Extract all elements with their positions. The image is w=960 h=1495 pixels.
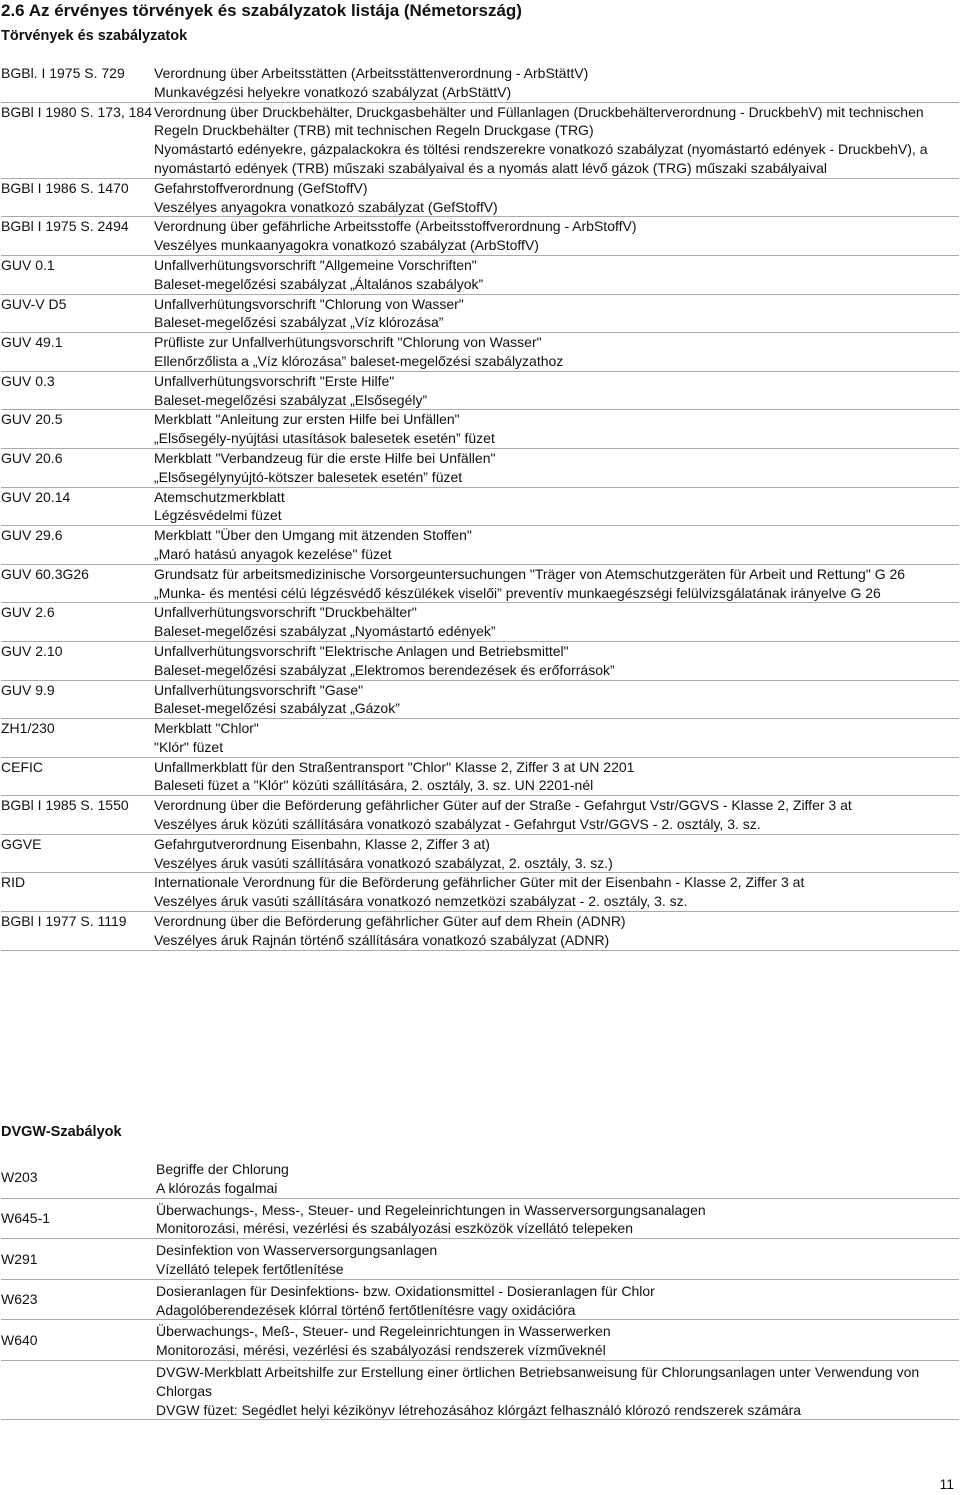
- regulation-code: RID: [1, 874, 26, 891]
- original-title: Merkblatt "Verbandzeug für die erste Hilfe bei Unfällen": [154, 449, 496, 466]
- table-row: [1, 256, 959, 295]
- regulation-description: [156, 1158, 959, 1198]
- table-row: [1, 1320, 959, 1361]
- translated-title: Nyomástartó edényekre, gázpalackokra és töltési rendszerekre vonatkozó szabályzat (nyomástartó edények - DruckbehV), a nyomástartó edények (TRB) műszaki szabályaival és a nyomás alatt lévő gázok (TRG) műszaki szabályaival: [154, 141, 928, 176]
- regulation-description: [154, 488, 959, 526]
- regulation-description: [154, 912, 959, 950]
- table-row: [1, 873, 959, 912]
- regulation-description: [154, 295, 959, 333]
- table-row: [1, 681, 959, 720]
- translated-title: Veszélyes munkaanyagokra vonatkozó szabályzat (ArbStoffV): [154, 237, 539, 254]
- regulation-description: [154, 603, 959, 641]
- translated-title: Veszélyes anyagokra vonatkozó szabályzat (GefStoffV): [154, 198, 498, 215]
- translated-title: Veszélyes áruk vasúti szállítására vonatkozó nemzetközi szabályzat - 2. osztály, 3. sz.: [154, 893, 688, 910]
- translated-title: Baleset-megelőzési szabályzat „Elsősegély”: [154, 391, 428, 408]
- regulation-code: GUV 20.5: [1, 411, 63, 428]
- original-title: Dosieranlagen für Desinfektions- bzw. Oxidationsmittel - Dosieranlagen für Chlor: [156, 1282, 655, 1299]
- regulation-code: W640: [1, 1331, 38, 1348]
- regulation-description: [156, 1361, 959, 1419]
- regulation-description: [154, 64, 959, 102]
- original-title: Internationale Verordnung für die Beförderung gefährlicher Güter mit der Eisenbahn - Klasse 2, Ziffer 3 at: [154, 874, 805, 891]
- regulation-code: W203: [1, 1169, 38, 1186]
- original-title: Verordnung über Arbeitsstätten (Arbeitsstättenverordnung - ArbStättV): [154, 65, 589, 81]
- regulation-description: [154, 758, 959, 796]
- translated-title: „Elsősegély-nyújtási utasítások balesetek esetén” füzet: [154, 430, 495, 447]
- original-title: Merkblatt "Chlor": [154, 720, 259, 737]
- dvgw-heading: DVGW-Szabályok: [1, 1124, 122, 1140]
- regulation-code: GUV 2.6: [1, 604, 55, 621]
- regulation-code: GUV 2.10: [1, 642, 63, 659]
- original-title: Verordnung über die Beförderung gefährlicher Güter auf dem Rhein (ADNR): [154, 913, 626, 930]
- table-row: [1, 103, 959, 179]
- translated-title: „Munka- és mentési célú légzésvédő készülékek viselői” preventív munkaegészségi felülvizsgálatának irányelve G 26: [154, 584, 881, 601]
- translated-title: „Elsősegélynyújtó-kötszer balesetek esetén” füzet: [154, 468, 463, 485]
- table-row: [1, 526, 959, 565]
- regulation-code: GUV 20.6: [1, 449, 63, 466]
- regulation-code: GUV 0.1: [1, 256, 55, 273]
- regulation-code: BGBl I 1975 S. 2494: [1, 218, 129, 235]
- regulation-code: GUV 9.9: [1, 681, 55, 698]
- regulation-description: [156, 1239, 959, 1279]
- translated-title: Légzésvédelmi füzet: [154, 507, 282, 524]
- regulation-description: [154, 565, 959, 603]
- regulation-code: W623: [1, 1291, 38, 1308]
- original-title: Unfallverhütungsvorschrift "Gase": [154, 681, 364, 698]
- table-row: [1, 912, 959, 951]
- table-row: [1, 1158, 959, 1199]
- table-row: [1, 1199, 959, 1240]
- table-row: [1, 217, 959, 256]
- translated-title: Baleset-megelőzési szabályzat „Általános szabályok”: [154, 275, 484, 292]
- original-title: Desinfektion von Wasserversorgungsanlagen: [156, 1242, 438, 1259]
- original-title: Prüfliste zur Unfallverhütungsvorschrift "Chlorung von Wasser": [154, 334, 542, 351]
- regulation-description: [154, 835, 959, 873]
- table-row: [1, 372, 959, 411]
- regulation-description: [154, 681, 959, 719]
- original-title: Unfallverhütungsvorschrift "Druckbehälter": [154, 604, 417, 621]
- original-title: Merkblatt "Über den Umgang mit ätzenden Stoffen": [154, 527, 472, 544]
- regulation-description: [154, 410, 959, 448]
- regulation-description: [154, 719, 959, 757]
- table-row: [1, 449, 959, 488]
- translated-title: Monitorozási, mérési, vezérlési és szabályozási rendszerek vízművekné​l: [156, 1342, 606, 1359]
- regulation-description: [156, 1199, 959, 1239]
- table-row: [1, 410, 959, 449]
- regulation-description: [154, 372, 959, 410]
- regulation-code: BGBl I 1980 S. 173, 184: [1, 103, 152, 120]
- table-row: [1, 1280, 959, 1321]
- translated-title: Baleset-megelőzési szabályzat „Elektromos berendezések és erőforrások”: [154, 661, 615, 678]
- regulation-description: [154, 333, 959, 371]
- original-title: Gefahrgutverordnung Eisenbahn, Klasse 2, Ziffer 3 at): [154, 835, 490, 852]
- table-row: [1, 603, 959, 642]
- original-title: Atemschutzmerkblatt: [154, 488, 285, 505]
- original-title: Verordnung über Druckbehälter, Druckgasbehälter und Füllanlagen (Druckbehälterverordnung - DruckbehV) mit technischen Regeln Druckbehälter (TRB) mit technischen Regeln Druckgase (TRG): [154, 103, 924, 139]
- regulation-description: [154, 796, 959, 834]
- table-row: [1, 333, 959, 372]
- translated-title: Veszélyes áruk vasúti szállítására vonatkozó szabályzat, 2. osztály, 3. sz.): [154, 854, 613, 871]
- table-row: [1, 1239, 959, 1280]
- original-title: Unfallverhütungsvorschrift "Elektrische Anlagen und Betriebsmittel": [154, 642, 569, 659]
- regulation-description: [154, 642, 959, 680]
- table-row: [1, 179, 959, 218]
- table-row: [1, 565, 959, 604]
- table-row: [1, 719, 959, 758]
- translated-title: Munkavégzési helyekre vonatkozó szabályzat (ArbStättV): [154, 83, 512, 100]
- original-title: Unfallverhütungsvorschrift "Chlorung von Wasser": [154, 295, 464, 312]
- translated-title: Baleseti füzet a "Klór" közúti szállítására, 2. osztály, 3. sz. UN 2201-nél: [154, 777, 594, 794]
- original-title: DVGW-Merkblatt Arbeitshilfe zur Erstellung einer örtlichen Betriebsanweisung für Chlorungsanlagen unter Verwendung von Chlorgas: [156, 1363, 920, 1399]
- regulation-code: ZH1/230: [1, 720, 55, 737]
- regulation-code: GUV 49.1: [1, 334, 63, 351]
- regulation-code: W291: [1, 1250, 38, 1267]
- regulation-description: [154, 449, 959, 487]
- table-row: [1, 1361, 959, 1420]
- regulation-code: [1, 1361, 156, 1419]
- page-number: 11: [939, 1476, 954, 1492]
- regulation-description: [154, 179, 959, 217]
- translated-title: Ellenőrzőlista a „Víz klórozása” baleset-megelőzési szabályzathoz: [154, 352, 564, 369]
- translated-title: Adagolóberendezések klórral történő fertőtlenítésre vagy oxidációra: [156, 1301, 576, 1318]
- original-title: Gefahrstoffverordnung (GefStoffV): [154, 179, 368, 196]
- original-title: Verordnung über die Beförderung gefährlicher Güter auf der Straße - Gefahrgut Vstr/GGVS - Klasse 2, Ziffer 3 at: [154, 797, 852, 814]
- section-title: 2.6 Az érvényes törvények és szabályzatok listája (Németország): [1, 1, 522, 20]
- regulation-code: GUV 29.6: [1, 527, 63, 544]
- laws-heading: Törvények és szabályzatok: [1, 28, 188, 44]
- table-row: [1, 642, 959, 681]
- original-title: Unfallmerkblatt für den Straßentransport "Chlor" Klasse 2, Ziffer 3 at UN 2201: [154, 758, 635, 775]
- regulation-code: W645-1: [1, 1209, 51, 1226]
- translated-title: Veszélyes áruk közúti szállítására vonatkozó szabályzat - Gefahrgut Vstr/GGVS - 2. osztály, 3. sz.: [154, 816, 761, 833]
- regulation-code: GUV-V D5: [1, 295, 67, 312]
- regulation-description: [154, 256, 959, 294]
- regulation-description: [156, 1280, 959, 1320]
- regulation-code: BGBl. I 1975 S. 729: [1, 65, 125, 81]
- regulation-description: [154, 873, 959, 911]
- regulation-code: CEFIC: [1, 758, 43, 775]
- original-title: Verordnung über gefährliche Arbeitsstoffe (Arbeitsstoffverordnung - ArbStoffV): [154, 218, 637, 235]
- table-row: [1, 295, 959, 334]
- dvgw-table: [1, 1158, 959, 1420]
- regulation-description: [154, 217, 959, 255]
- original-title: Überwachungs-, Meß-, Steuer- und Regeleinrichtungen in Wasserwerken: [156, 1323, 611, 1340]
- table-row: [1, 488, 959, 527]
- laws-table: [1, 64, 959, 951]
- translated-title: DVGW füzet: Segédlet helyi kézikönyv létrehozásához klórgázt felhasználó klórozó rendszerek számára: [156, 1401, 802, 1418]
- regulation-code: BGBl I 1985 S. 1550: [1, 797, 129, 814]
- regulation-code: GUV 20.14: [1, 488, 71, 505]
- original-title: Unfallverhütungsvorschrift "Erste Hilfe": [154, 372, 395, 389]
- translated-title: A klórozás fogalmai: [156, 1179, 278, 1196]
- translated-title: Monitorozási, mérési, vezérlési és szabályozási eszközök vízellátó telepeken: [156, 1220, 633, 1237]
- table-row: [1, 835, 959, 874]
- regulation-description: [156, 1320, 959, 1360]
- translated-title: „Maró hatású anyagok kezelése" füzet: [154, 545, 392, 562]
- original-title: Unfallverhütungsvorschrift "Allgemeine Vorschriften": [154, 256, 477, 273]
- original-title: Begriffe der Chlorung: [156, 1161, 289, 1177]
- translated-title: Baleset-megelőzési szabályzat „Víz klórozása”: [154, 314, 444, 331]
- regulation-description: [154, 103, 959, 178]
- translated-title: Vízellátó telepek fertőtlenítése: [156, 1260, 344, 1277]
- table-row: [1, 64, 959, 103]
- original-title: Merkblatt "Anleitung zur ersten Hilfe bei Unfällen": [154, 411, 460, 428]
- table-row: [1, 758, 959, 797]
- regulation-code: GUV 0.3: [1, 372, 55, 389]
- translated-title: Baleset-megelőzési szabályzat „Gázok”: [154, 700, 400, 717]
- translated-title: Veszélyes áruk Rajnán történő szállítására vonatkozó szabályzat (ADNR): [154, 931, 610, 948]
- translated-title: Baleset-megelőzési szabályzat „Nyomástartó edények”: [154, 623, 496, 640]
- regulation-code: BGBl I 1977 S. 1119: [1, 913, 127, 930]
- regulation-code: GUV 60.3G26: [1, 565, 89, 582]
- original-title: Überwachungs-, Mess-, Steuer- und Regeleinrichtungen in Wasserversorgungsanalagen: [156, 1201, 706, 1218]
- table-row: [1, 796, 959, 835]
- translated-title: "Klór" füzet: [154, 738, 224, 755]
- regulation-description: [154, 526, 959, 564]
- regulation-code: BGBl I 1986 S. 1470: [1, 179, 129, 196]
- original-title: Grundsatz für arbeitsmedizinische Vorsorgeuntersuchungen "Träger von Atemschutzgeräten für Arbeit und Rettung" G 26: [154, 565, 906, 582]
- regulation-code: GGVE: [1, 835, 42, 852]
